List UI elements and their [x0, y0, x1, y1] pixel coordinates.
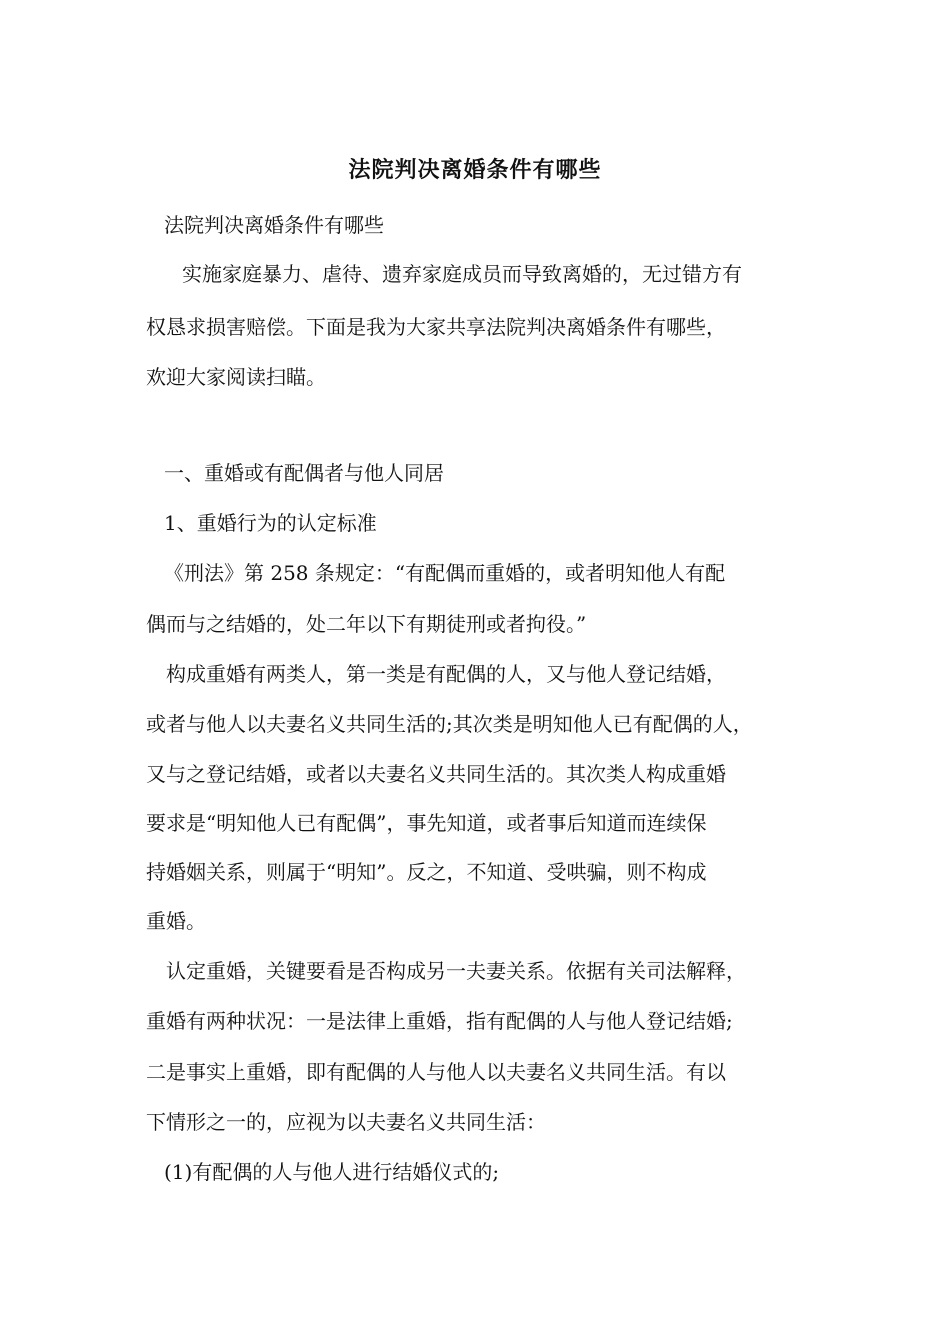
paragraph-line: 二是事实上重婚，即有配偶的人与他人以夫妻名义共同生活。有以	[146, 1060, 726, 1084]
subtitle-line: 法院判决离婚条件有哪些	[164, 213, 384, 237]
section-heading: 一、重婚或有配偶者与他人同居	[164, 461, 444, 485]
paragraph-line: 构成重婚有两类人，第一类是有配偶的人，又与他人登记结婚，	[166, 662, 726, 686]
paragraph-line: 实施家庭暴力、虐待、遗弃家庭成员而导致离婚的，无过错方有	[182, 262, 742, 286]
paragraph-line: 又与之登记结婚，或者以夫妻名义共同生活的。其次类人构成重婚	[146, 762, 726, 786]
paragraph-line: 权恳求损害赔偿。下面是我为大家共享法院判决离婚条件有哪些，	[146, 315, 726, 339]
paragraph-line: 重婚。	[146, 909, 206, 933]
list-item: (1)有配偶的人与他人进行结婚仪式的;	[164, 1160, 500, 1184]
paragraph-line: 持婚姻关系，则属于“明知”。反之，不知道、受哄骗，则不构成	[146, 860, 707, 884]
paragraph-line: 下情形之一的，应视为以夫妻名义共同生活：	[146, 1110, 546, 1134]
paragraph-line: 要求是“明知他人已有配偶”，事先知道，或者事后知道而连续保	[146, 811, 707, 835]
paragraph-line: 认定重婚，关键要看是否构成另一夫妻关系。依据有关司法解释，	[166, 959, 746, 983]
document-title: 法院判决离婚条件有哪些	[348, 157, 602, 183]
paragraph-line: 或者与他人以夫妻名义共同生活的;其次类是明知他人已有配偶的人，	[146, 712, 753, 736]
paragraph-line: 偶而与之结婚的，处二年以下有期徒刑或者拘役。”	[146, 612, 587, 636]
subsection-heading: 1、重婚行为的认定标准	[164, 511, 377, 535]
paragraph-line: 欢迎大家阅读扫瞄。	[146, 365, 326, 389]
paragraph-line: 重婚有两种状况：一是法律上重婚，指有配偶的人与他人登记结婚;	[146, 1009, 733, 1033]
paragraph-line: 《刑法》第 258 条规定：“有配偶而重婚的，或者明知他人有配	[164, 561, 726, 585]
